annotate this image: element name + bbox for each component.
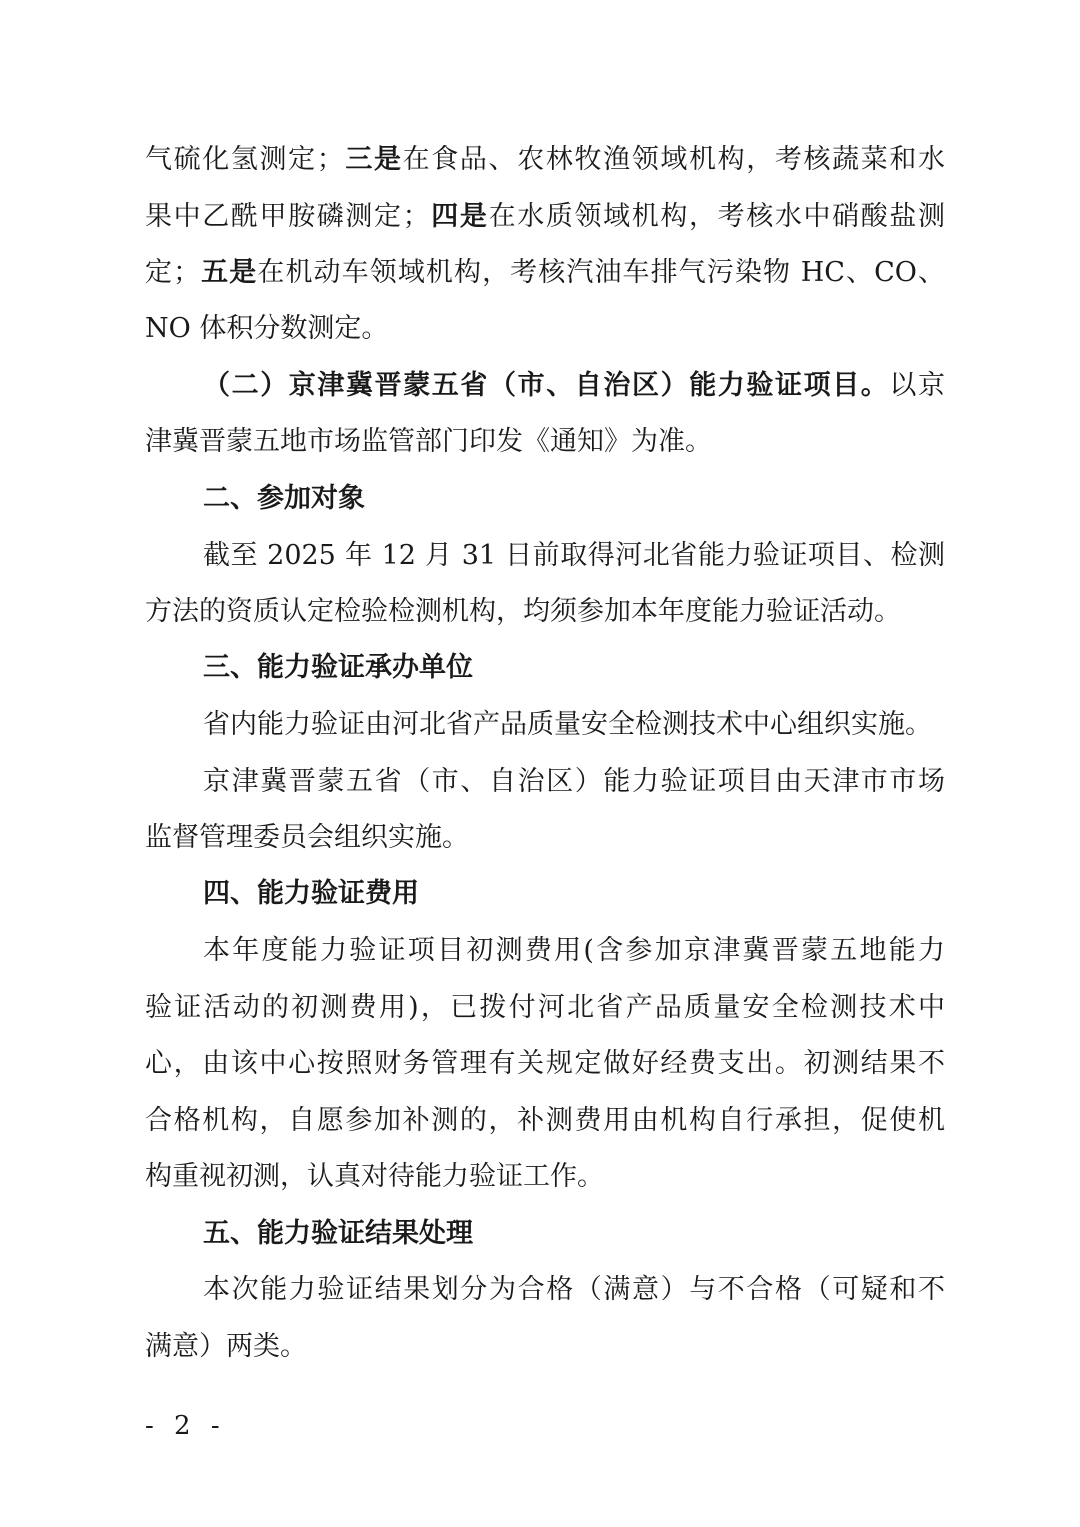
p3-line1: 截至 2025 年 12 月 31 日前取得河北省能力验证项目、检测 <box>203 540 945 571</box>
p3-line2: 方法的资质认定检验检测机构，均须参加本年度能力验证活动。 <box>145 596 901 627</box>
p1-line2 <box>145 197 945 237</box>
p2-line1 <box>203 366 945 406</box>
p1-line1 <box>145 140 945 180</box>
p7-line1: 本次能力验证结果划分为合格（满意）与不合格（可疑和不 <box>203 1274 945 1305</box>
section-heading-5: 五、能力验证结果处理 <box>203 1218 473 1249</box>
text-run: 在水质领域机构，考核水中硝酸盐测 <box>488 201 946 232</box>
text-run: 定； <box>145 257 201 288</box>
p1-line4: NO 体积分数测定。 <box>145 313 389 344</box>
p6-line3: 心，由该中心按照财务管理有关规定做好经费支出。初测结果不 <box>145 1048 945 1079</box>
bold-run: 四是 <box>429 201 489 232</box>
bold-run: 三是 <box>343 144 403 175</box>
p5-line1: 京津冀晋蒙五省（市、自治区）能力验证项目由天津市市场 <box>203 766 945 797</box>
bold-run: 五是 <box>200 257 258 288</box>
p6-line4: 合格机构，自愿参加补测的，补测费用由机构自行承担，促使机 <box>145 1105 945 1136</box>
section-heading-4: 四、能力验证费用 <box>203 878 419 909</box>
section-heading-2: 二、参加对象 <box>203 483 365 514</box>
text-run: 在食品、农林牧渔领域机构，考核蔬菜和水 <box>402 144 946 175</box>
p5-line2: 监督管理委员会组织实施。 <box>145 822 469 853</box>
p6-line5: 构重视初测，认真对待能力验证工作。 <box>145 1161 604 1192</box>
text-run: 果中乙酰甲胺磷测定； <box>145 201 430 232</box>
p4-line1: 省内能力验证由河北省产品质量安全检测技术中心组织实施。 <box>203 709 932 740</box>
p2-line2: 津冀晋蒙五地市场监管部门印发《通知》为准。 <box>145 426 712 457</box>
section-heading-3: 三、能力验证承办单位 <box>203 652 473 683</box>
page-number: - 2 - <box>145 1411 226 1441</box>
p1-line3 <box>145 253 945 293</box>
subheading-run: （二）京津冀晋蒙五省（市、自治区）能力验证项目。 <box>203 370 890 401</box>
text-run: 以京 <box>889 370 946 401</box>
p7-line2: 满意）两类。 <box>145 1331 307 1362</box>
text-run: 气硫化氢测定； <box>145 144 344 175</box>
p6-line2: 验证活动的初测费用)，已拨付河北省产品质量安全检测技术中 <box>145 992 945 1023</box>
p6-line1: 本年度能力验证项目初测费用(含参加京津冀晋蒙五地能力 <box>203 935 945 966</box>
text-run: 在机动车领域机构，考核汽油车排气污染物 HC、CO、 <box>257 257 946 288</box>
